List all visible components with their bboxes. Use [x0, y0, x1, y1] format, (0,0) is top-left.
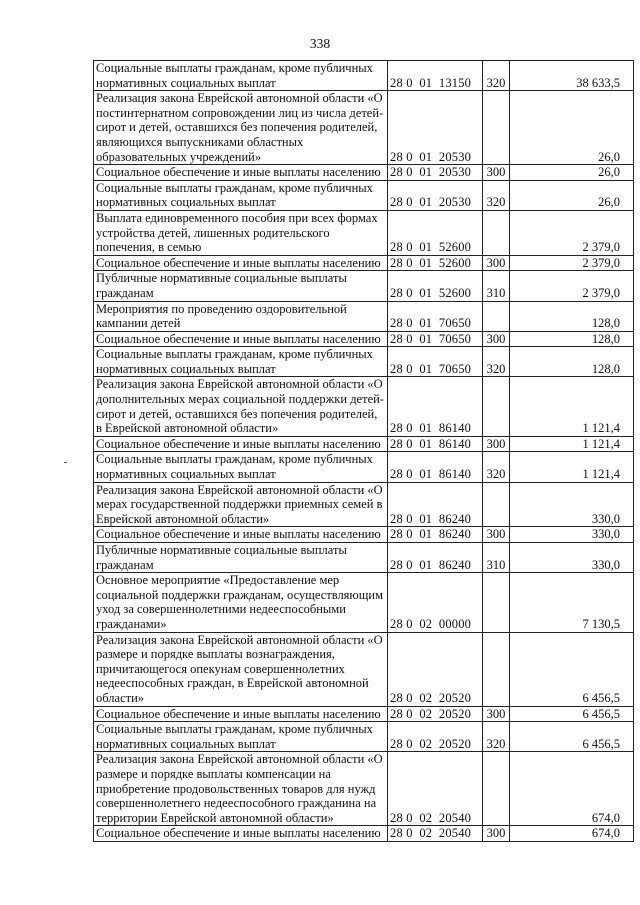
row-amount-cell: 128,0: [510, 301, 634, 331]
budget-table: [93, 60, 634, 842]
table-row: [94, 632, 634, 706]
row-expense-type-cell: 310: [483, 543, 510, 573]
row-name-cell: Социальное обеспечение и иные выплаты населению: [94, 255, 388, 271]
row-code-cell: 28 0 01 86140: [388, 436, 483, 452]
row-name-cell: Социальное обеспечение и иные выплаты населению: [94, 706, 388, 722]
row-amount-cell: 330,0: [510, 482, 634, 527]
row-code-cell: 28 0 02 20520: [388, 706, 483, 722]
row-expense-type-cell: 300: [483, 527, 510, 543]
table-row: [94, 347, 634, 377]
row-code-cell: 28 0 01 52600: [388, 255, 483, 271]
table-row: [94, 377, 634, 436]
row-expense-type-cell: 320: [483, 180, 510, 210]
row-amount-cell: 26,0: [510, 180, 634, 210]
row-expense-type-cell: 300: [483, 255, 510, 271]
row-amount-cell: 1 121,4: [510, 452, 634, 482]
row-name-cell: Основное мероприятие «Предоставление мер социальной поддержки гражданам, осуществляющим уход за совершеннолетними недееспособными гражданами»: [94, 573, 388, 632]
row-amount-cell: 128,0: [510, 331, 634, 347]
row-amount-cell: 128,0: [510, 347, 634, 377]
row-amount-cell: 6 456,5: [510, 722, 634, 752]
row-code-cell: 28 0 01 13150: [388, 61, 483, 91]
table-row: [94, 482, 634, 527]
row-code-cell: 28 0 02 20540: [388, 752, 483, 826]
table-row: [94, 165, 634, 181]
table-row: [94, 752, 634, 826]
row-expense-type-cell: 300: [483, 706, 510, 722]
row-amount-cell: 6 456,5: [510, 632, 634, 706]
row-amount-cell: 2 379,0: [510, 210, 634, 255]
row-amount-cell: 2 379,0: [510, 271, 634, 301]
row-name-cell: Социальное обеспечение и иные выплаты населению: [94, 826, 388, 842]
row-code-cell: 28 0 01 86140: [388, 377, 483, 436]
row-amount-cell: 2 379,0: [510, 255, 634, 271]
row-code-cell: 28 0 01 70650: [388, 331, 483, 347]
table-row: [94, 573, 634, 632]
table-row: [94, 543, 634, 573]
row-name-cell: Социальное обеспечение и иные выплаты населению: [94, 527, 388, 543]
table-row: [94, 452, 634, 482]
row-name-cell: Социальные выплаты гражданам, кроме публичных нормативных социальных выплат: [94, 61, 388, 91]
row-amount-cell: 330,0: [510, 527, 634, 543]
scan-mark: [64, 462, 67, 463]
row-expense-type-cell: 300: [483, 826, 510, 842]
row-name-cell: Социальные выплаты гражданам, кроме публичных нормативных социальных выплат: [94, 180, 388, 210]
row-code-cell: 28 0 01 20530: [388, 91, 483, 165]
row-code-cell: 28 0 02 00000: [388, 573, 483, 632]
row-expense-type-cell: [483, 632, 510, 706]
row-expense-type-cell: [483, 752, 510, 826]
row-code-cell: 28 0 02 20520: [388, 722, 483, 752]
row-amount-cell: 38 633,5: [510, 61, 634, 91]
row-code-cell: 28 0 01 52600: [388, 210, 483, 255]
table-row: [94, 255, 634, 271]
row-amount-cell: 1 121,4: [510, 436, 634, 452]
row-name-cell: Реализация закона Еврейской автономной области «О мерах государственной поддержки приемных семей в Еврейской автономной области»: [94, 482, 388, 527]
table-row: [94, 706, 634, 722]
row-expense-type-cell: 320: [483, 347, 510, 377]
row-amount-cell: 674,0: [510, 752, 634, 826]
row-expense-type-cell: 300: [483, 436, 510, 452]
row-expense-type-cell: [483, 301, 510, 331]
row-amount-cell: 26,0: [510, 165, 634, 181]
row-expense-type-cell: 310: [483, 271, 510, 301]
row-name-cell: Мероприятия по проведению оздоровительной кампании детей: [94, 301, 388, 331]
row-code-cell: 28 0 02 20540: [388, 826, 483, 842]
table-row: [94, 527, 634, 543]
row-name-cell: Публичные нормативные социальные выплаты гражданам: [94, 271, 388, 301]
row-amount-cell: 674,0: [510, 826, 634, 842]
row-name-cell: Социальное обеспечение и иные выплаты населению: [94, 436, 388, 452]
row-code-cell: 28 0 01 86240: [388, 482, 483, 527]
row-expense-type-cell: [483, 91, 510, 165]
row-code-cell: 28 0 01 86140: [388, 452, 483, 482]
row-name-cell: Социальные выплаты гражданам, кроме публичных нормативных социальных выплат: [94, 347, 388, 377]
row-code-cell: 28 0 01 20530: [388, 165, 483, 181]
row-code-cell: 28 0 01 70650: [388, 301, 483, 331]
row-expense-type-cell: 300: [483, 165, 510, 181]
row-expense-type-cell: [483, 210, 510, 255]
row-code-cell: 28 0 01 52600: [388, 271, 483, 301]
row-expense-type-cell: [483, 377, 510, 436]
row-amount-cell: 7 130,5: [510, 573, 634, 632]
table-row: [94, 91, 634, 165]
row-name-cell: Реализация закона Еврейской автономной области «О размере и порядке выплаты компенсации на приобретение продовольственных товаров для нужд совершеннолетнего недееспособного гражданина на территории Еврейской автономной области»: [94, 752, 388, 826]
table-row: [94, 722, 634, 752]
table-row: [94, 436, 634, 452]
table-row: [94, 271, 634, 301]
row-expense-type-cell: [483, 573, 510, 632]
table-row: [94, 180, 634, 210]
row-expense-type-cell: 320: [483, 61, 510, 91]
row-amount-cell: 330,0: [510, 543, 634, 573]
row-name-cell: Выплата единовременного пособия при всех формах устройства детей, лишенных родительского попечения, в семью: [94, 210, 388, 255]
row-code-cell: 28 0 01 20530: [388, 180, 483, 210]
table-body: [94, 61, 634, 842]
row-name-cell: Реализация закона Еврейской автономной области «О дополнительных мерах социальной поддержки детей-сирот и детей, оставшихся без попечения родителей, в Еврейской автономной области»: [94, 377, 388, 436]
table-row: [94, 61, 634, 91]
row-expense-type-cell: [483, 482, 510, 527]
table-row: [94, 826, 634, 842]
row-code-cell: 28 0 02 20520: [388, 632, 483, 706]
row-code-cell: 28 0 01 70650: [388, 347, 483, 377]
table-row: [94, 301, 634, 331]
page-number: 338: [309, 36, 331, 51]
row-code-cell: 28 0 01 86240: [388, 543, 483, 573]
row-name-cell: Социальные выплаты гражданам, кроме публичных нормативных социальных выплат: [94, 452, 388, 482]
row-name-cell: Публичные нормативные социальные выплаты гражданам: [94, 543, 388, 573]
table-row: [94, 210, 634, 255]
row-amount-cell: 6 456,5: [510, 706, 634, 722]
row-name-cell: Социальное обеспечение и иные выплаты населению: [94, 331, 388, 347]
row-amount-cell: 1 121,4: [510, 377, 634, 436]
row-name-cell: Реализация закона Еврейской автономной области «О размере и порядке выплаты вознаграждения, причитающегося опекунам совершеннолетних недееспособных граждан, в Еврейской автономной области»: [94, 632, 388, 706]
row-expense-type-cell: 320: [483, 722, 510, 752]
row-expense-type-cell: 320: [483, 452, 510, 482]
row-name-cell: Социальное обеспечение и иные выплаты населению: [94, 165, 388, 181]
table-row: [94, 331, 634, 347]
row-code-cell: 28 0 01 86240: [388, 527, 483, 543]
row-name-cell: Социальные выплаты гражданам, кроме публичных нормативных социальных выплат: [94, 722, 388, 752]
row-expense-type-cell: 300: [483, 331, 510, 347]
row-name-cell: Реализация закона Еврейской автономной области «О постинтернатном сопровождении лиц из числа детей-сирот и детей, оставшихся без попечения родителей, являющихся выпускниками областных образовательных учреждений»: [94, 91, 388, 165]
row-amount-cell: 26,0: [510, 91, 634, 165]
